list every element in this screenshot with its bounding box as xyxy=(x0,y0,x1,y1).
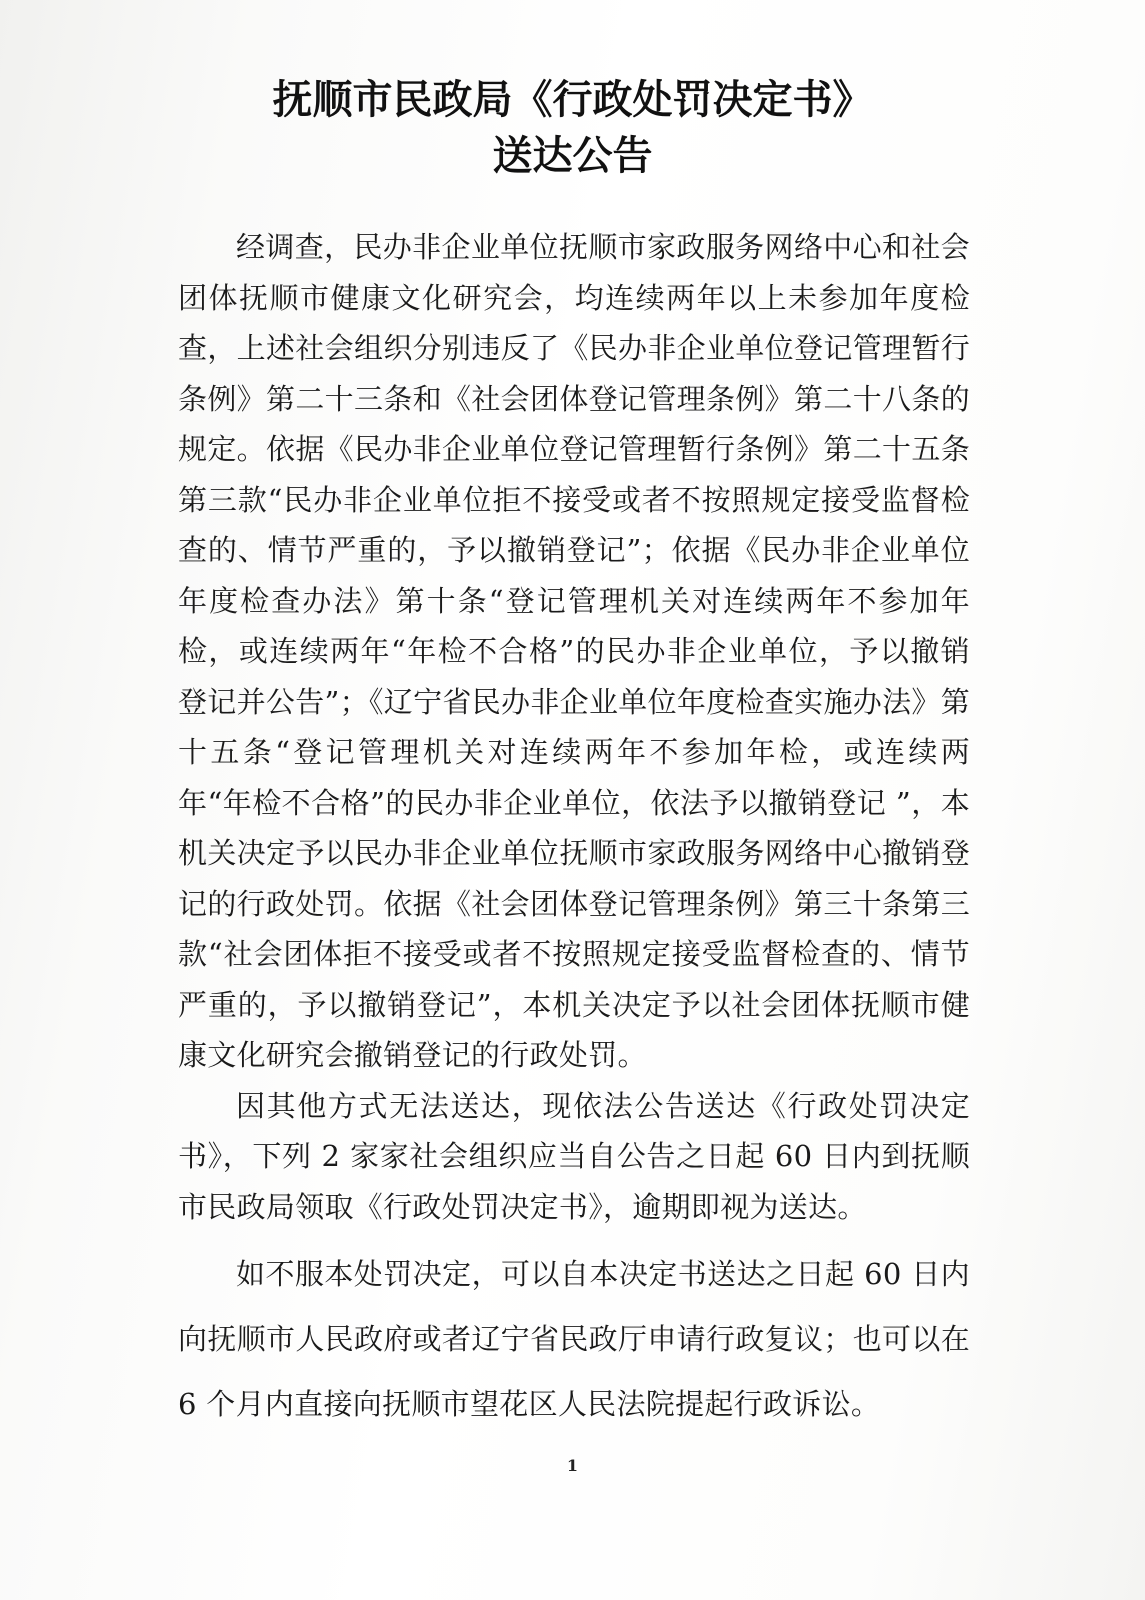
document-title: 抚顺市民政局《行政处罚决定书》 xyxy=(272,76,873,123)
document-subtitle: 送达公告 xyxy=(492,132,653,179)
paragraph-service-notice: 因其他方式无法送达，现依法公告送达《行政处罚决定书》，下列 2 家家社会组织应当自公告之日起 60 日内到抚顺市民政局领取《行政处罚决定书》，逾期即视为送达。 xyxy=(178,1088,970,1224)
page-number: 1 xyxy=(566,1456,579,1475)
document-body xyxy=(178,222,970,1437)
paragraph-appeal-rights: 如不服本处罚决定，可以自本决定书送达之日起 60 日内向抚顺市人民政府或者辽宁省民政厅申请行政复议；也可以在 6 个月内直接向抚顺市望花区人民法院提起行政诉讼。 xyxy=(178,1257,970,1421)
paragraph-investigation: 经调查，民办非企业单位抚顺市家政服务网络中心和社会团体抚顺市健康文化研究会，均连续两年以上未参加年度检查，上述社会组织分别违反了《民办非企业单位登记管理暂行条例》第二十三条和《社会团体登记管理条例》第二十八条的规定。依据《民办非企业单位登记管理暂行条例》第二十五条第三款“民办非企业单位拒不接受或者不按照规定接受监督检查的、情节严重的，予以撤销登记”；依据《民办非企业单位年度检查办法》第十条“登记管理机关对连续两年不参加年检，或连续两年“年检不合格”的民办非企业单位，予以撤销登记并公告”；《辽宁省民办非企业单位年度检查实施办法》第十五条“登记管理机关对连续两年不参加年检，或连续两年“年检不合格”的民办非企业单位，依法予以撤销登记 ”，本机关决定予以民办非企业单位抚顺市家政服务网络中心撤销登记的行政处罚。依据《社会团体登记管理条例》第三十条第三款“社会团体拒不接受或者不按照规定接受监督检查的、情节严重的，予以撤销登记”，本机关决定予以社会团体抚顺市健康文化研究会撤销登记的行政处罚。 xyxy=(178,230,970,1072)
